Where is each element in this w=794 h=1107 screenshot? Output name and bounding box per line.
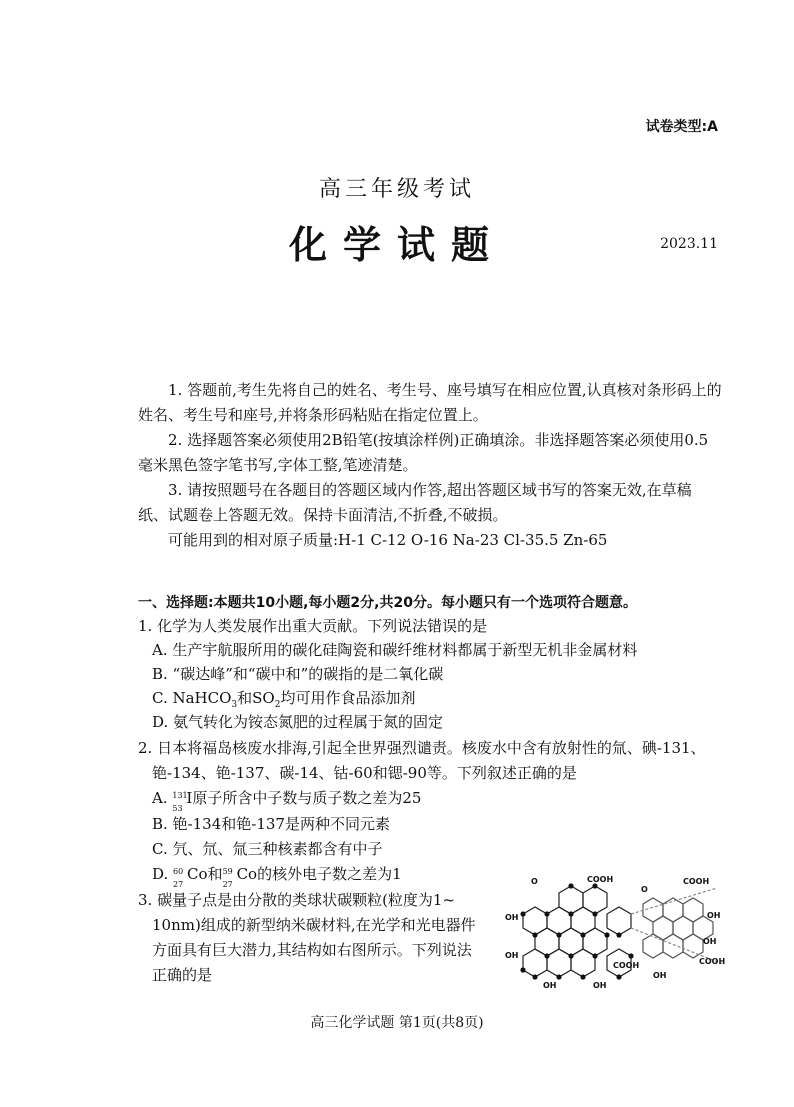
figure-label: COOH (613, 961, 640, 970)
figure-label: OH (543, 981, 557, 990)
figure-label: COOH (587, 875, 614, 884)
subject-title: 化学试题 (288, 222, 505, 267)
figure-label: COOH (683, 877, 710, 886)
carbon-quantum-dot-structure-figure (503, 874, 725, 990)
instruction-line: 1. 答题前,考生先将自己的姓名、考生号、座号填写在相应位置,认真核对条形码上的 (168, 381, 722, 399)
paper-type-label: 试卷类型:A (645, 119, 718, 135)
option-text: 的核外电子数之差为1 (257, 865, 402, 883)
element-symbol: Co (187, 865, 208, 883)
question-3-stem: 3. 碳量子点是由分散的类球状碳颗粒(粒度为1~ (138, 891, 456, 909)
option-text: C. NaHCO (152, 689, 232, 707)
instruction-line: 毫米黑色签字笔书写,字体工整,笔迹清楚。 (138, 456, 418, 474)
question-2-option-a (152, 786, 421, 811)
question-1-stem: 1. 化学为人类发展作出重大贡献。下列说法错误的是 (138, 617, 488, 635)
option-text: 原子所含中子数与质子数之差为25 (192, 789, 422, 807)
atomic-number: 53 (172, 804, 183, 813)
question-2-stem: 2. 日本将福岛核废水排海,引起全世界强烈谴责。核废水中含有放射性的氚、碘-131、 (138, 739, 706, 757)
figure-label: O (641, 885, 648, 894)
atomic-number: 27 (222, 880, 233, 889)
atomic-masses: 可能用到的相对原子质量:H-1 C-12 O-16 Na-23 Cl-35.5 Zn-65 (168, 531, 608, 549)
atomic-number: 27 (173, 880, 184, 889)
isotope-notation (222, 863, 237, 889)
instruction-line: 2. 选择题答案必须使用2B铅笔(按填涂样例)正确填涂。非选择题答案必须使用0.5 (168, 431, 709, 449)
element-symbol: I (186, 789, 193, 807)
mass-number: 131 (172, 791, 188, 800)
instruction-line: 姓名、考生号和座号,并将条形码粘贴在指定位置上。 (138, 406, 488, 424)
page-footer: 高三化学试题 第1页(共8页) (310, 1015, 484, 1031)
figure-label: OH (593, 981, 607, 990)
element-symbol: Co (236, 865, 258, 883)
figure-label: OH (505, 951, 519, 960)
question-3-stem-cont: 方面具有巨大潜力,其结构如右图所示。下列说法 (152, 941, 472, 959)
question-2-option-d (152, 862, 402, 887)
instruction-line: 纸、试题卷上答题无效。保持卡面清洁,不折叠,不破损。 (138, 506, 508, 524)
mass-number: 59 (222, 867, 233, 876)
option-text: 和SO (237, 689, 275, 707)
question-2-option-c: C. 氕、氘、氚三种核素都含有中子 (152, 840, 383, 858)
option-text: 和 (207, 865, 223, 883)
question-1-option-d: D. 氨气转化为铵态氮肥的过程属于氮的固定 (152, 713, 444, 731)
exam-date: 2023.11 (660, 236, 718, 252)
mass-number: 60 (173, 867, 184, 876)
figure-label: OH (707, 911, 721, 920)
isotope-notation (173, 863, 187, 889)
question-1-option-a: A. 生产宇航服所用的碳化硅陶瓷和碳纤维材料都属于新型无机非金属材料 (152, 641, 638, 659)
exam-name: 高三年级考试 (318, 177, 475, 202)
figure-label: OH (653, 971, 667, 980)
option-text: A. (152, 789, 173, 807)
instruction-line: 3. 请按照题号在各题目的答题区域内作答,超出答题区域书写的答案无效,在草稿 (168, 481, 692, 499)
question-1-option-b: B. “碳达峰”和“碳中和”的碳指的是二氧化碳 (152, 665, 444, 683)
figure-label: OH (505, 913, 519, 922)
question-2-option-b: B. 铯-134和铯-137是两种不同元素 (152, 815, 390, 833)
option-text: D. (152, 865, 174, 883)
section-heading: 一、选择题:本题共10小题,每小题2分,共20分。每小题只有一个选项符合题意。 (138, 595, 637, 611)
figure-label: COOH (699, 957, 725, 966)
question-3-stem-cont: 正确的是 (152, 966, 213, 984)
subscript: 2 (274, 700, 281, 710)
option-text: 均可用作食品添加剂 (280, 689, 416, 707)
isotope-notation (172, 787, 188, 813)
question-2-stem-cont: 铯-134、铯-137、碳-14、钴-60和锶-90等。下列叙述正确的是 (152, 764, 577, 782)
subscript: 3 (231, 700, 238, 710)
figure-label: O (531, 877, 538, 886)
figure-label: OH (703, 937, 717, 946)
question-3-stem-cont: 10nm)组成的新型纳米碳材料,在光学和光电器件 (152, 916, 476, 934)
